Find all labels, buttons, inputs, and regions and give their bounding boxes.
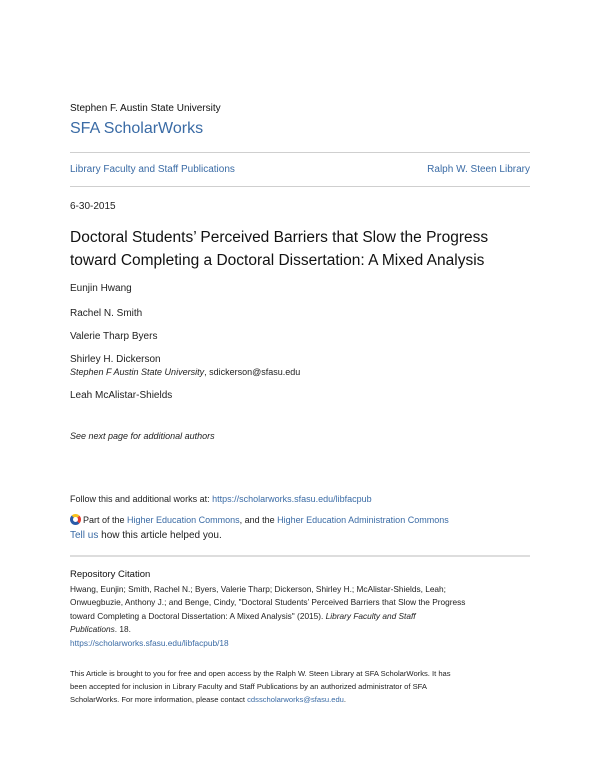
department-link[interactable]: Ralph W. Steen Library: [427, 164, 530, 175]
citation-journal: Publications: [70, 624, 115, 635]
article-title-line1: Doctoral Students’ Perceived Barriers that Slow the Progress: [70, 229, 489, 246]
citation-url-link[interactable]: https://scholarworks.sfasu.edu/libfacpub/18: [70, 637, 229, 648]
citation-line: Hwang, Eunjin; Smith, Rachel N.; Byers, Valerie Tharp; Dickerson, Shirley H.; McAlistar-Shields, Leah;: [70, 584, 446, 594]
access-statement: [70, 667, 451, 706]
footer-period: .: [343, 695, 347, 704]
higher-education-commons-link[interactable]: Higher Education Commons: [127, 515, 240, 525]
follow-line: [70, 494, 372, 504]
divider: [70, 555, 530, 557]
tell-us-line: [70, 530, 222, 541]
contact-email-link[interactable]: cdsscholarworks@sfasu.edu: [247, 695, 344, 704]
part-of-prefix: Part of the: [83, 515, 128, 525]
tell-us-link[interactable]: Tell us: [70, 530, 99, 541]
citation-number: . 18.: [114, 624, 131, 635]
citation-heading: Repository Citation: [70, 569, 151, 580]
author: Eunjin Hwang: [70, 283, 132, 294]
repository-link[interactable]: SFA ScholarWorks: [70, 120, 204, 137]
more-authors-note: See next page for additional authors: [70, 431, 215, 441]
divider: [70, 152, 530, 153]
part-of-middle: , and the: [239, 515, 278, 525]
footer-line: This Article is brought to you for free and open access by the Ralph W. Steen Library at SFA ScholarWorks. It has: [70, 669, 451, 678]
footer-line: ScholarWorks. For more information, please contact: [70, 695, 248, 704]
citation-line: Onwuegbuzie, Anthony J.; and Benge, Cindy, "Doctoral Students’ Perceived Barriers that Slow the Progress: [70, 597, 466, 608]
author: Shirley H. Dickerson: [70, 354, 161, 365]
collection-link[interactable]: Library Faculty and Staff Publications: [70, 164, 235, 175]
affiliation: Stephen F Austin State University: [70, 367, 205, 377]
author: Leah McAlistar-Shields: [70, 390, 173, 401]
divider: [70, 186, 530, 187]
citation-line: toward Completing a Doctoral Dissertation: A Mixed Analysis" (2015).: [70, 610, 326, 621]
part-of-line: [70, 514, 449, 525]
author: Valerie Tharp Byers: [70, 331, 158, 342]
article-title-line2: toward Completing a Doctoral Dissertation: A Mixed Analysis: [70, 252, 485, 269]
citation-journal: Library Faculty and Staff: [325, 610, 416, 621]
higher-education-administration-commons-link[interactable]: Higher Education Administration Commons: [277, 515, 449, 525]
tell-us-suffix: how this article helped you.: [98, 530, 222, 541]
follow-prefix: Follow this and additional works at:: [70, 494, 213, 504]
publication-date: 6-30-2015: [70, 201, 116, 212]
footer-line: been accepted for inclusion in Library Faculty and Staff Publications by an authorized administrator of SFA: [70, 682, 427, 691]
network-logo-icon: [70, 514, 81, 525]
university-name: Stephen F. Austin State University: [70, 103, 221, 114]
author: Rachel N. Smith: [70, 308, 143, 319]
author-email: sdickerson@sfasu.edu: [209, 367, 301, 377]
collection-url-link[interactable]: https://scholarworks.sfasu.edu/libfacpub: [212, 494, 372, 504]
author-affiliation: Stephen F Austin State University, sdickerson@sfasu.edu: [70, 367, 301, 377]
citation-text: [70, 583, 465, 650]
